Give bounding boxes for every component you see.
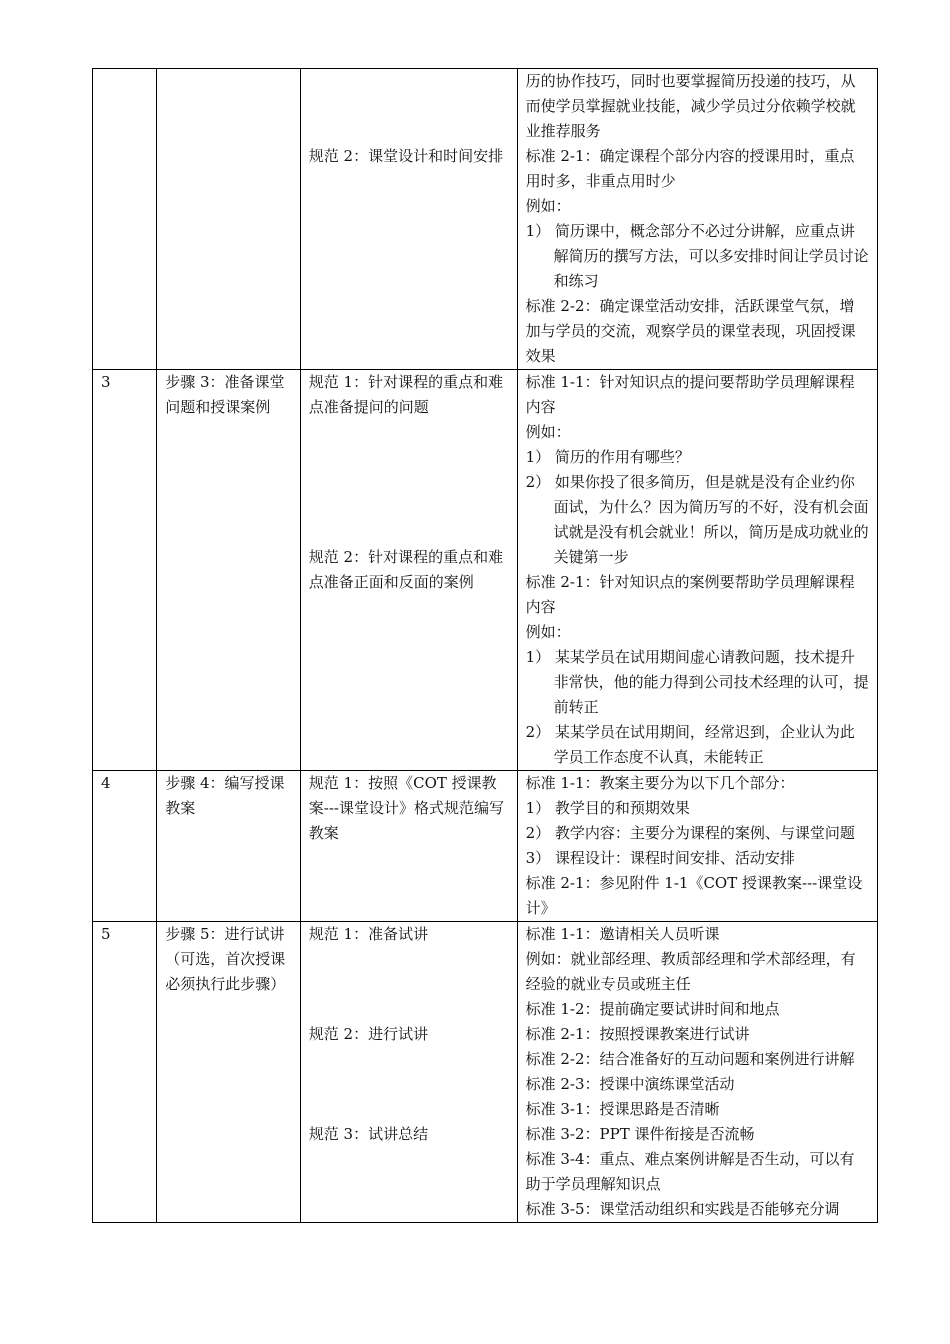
list-item: 2） 如果你投了很多简历，但是就是没有企业约你面试，为什么？因为简历写的不好，没有机会面试就是没有机会就业！所以，简历是成功就业的关键第一步 bbox=[525, 473, 869, 566]
standard-text: 标准 3-4：重点、难点案例讲解是否生动，可以有助于学员理解知识点 bbox=[525, 1150, 855, 1193]
standard-text: 标准 3-5：课堂活动组织和实践是否能够充分调 bbox=[525, 1200, 840, 1218]
standard-text: 历的协作技巧，同时也要掌握简历投递的技巧，从而使学员掌握就业技能，减少学员过分依赖学校就业推荐服务 bbox=[525, 72, 856, 140]
standard-text: 标准 2-1：确定课程个部分内容的授课用时，重点用时多，非重点用时少 bbox=[525, 147, 855, 190]
list-item: 3） 课程设计：课程时间安排、活动安排 bbox=[525, 849, 795, 867]
standard-text: 标准 2-1：参见附件 1-1《COT 授课教案---课堂设计》 bbox=[525, 874, 863, 917]
standard-text: 标准 2-3：授课中演练课堂活动 bbox=[525, 1075, 735, 1093]
step-number-cell: 4 bbox=[93, 771, 157, 922]
norm-text: 规范 1：针对课程的重点和难点准备提问的问题 bbox=[308, 373, 504, 416]
standard-text: 例如：就业部经理、教质部经理和学术部经理，有经验的就业专员或班主任 bbox=[525, 950, 856, 993]
norm-text: 规范 2：课堂设计和时间安排 bbox=[308, 147, 504, 165]
standard-text: 标准 3-1：授课思路是否清晰 bbox=[525, 1100, 720, 1118]
standard-text: 标准 2-2：结合准备好的互动问题和案例进行讲解 bbox=[525, 1050, 855, 1068]
norms-cell bbox=[300, 922, 517, 1223]
example-label: 例如： bbox=[525, 423, 571, 441]
norm-text: 规范 2：针对课程的重点和难点准备正面和反面的案例 bbox=[308, 548, 504, 591]
standard-text: 标准 2-1：按照授课教案进行试讲 bbox=[525, 1025, 750, 1043]
list-item: 1） 某某学员在试用期间虚心请教问题，技术提升非常快，他的能力得到公司技术经理的认可，提前转正 bbox=[525, 648, 869, 716]
standard-text: 标准 1-1：教案主要分为以下几个部分： bbox=[525, 774, 795, 792]
step-name-cell: 步骤 3：准备课堂问题和授课案例 bbox=[157, 370, 301, 771]
norm-text: 规范 2：进行试讲 bbox=[308, 1025, 429, 1043]
step-number-cell bbox=[93, 69, 157, 370]
example-label: 例如： bbox=[525, 197, 571, 215]
standards-cell bbox=[517, 69, 877, 370]
list-item: 2） 某某学员在试用期间，经常迟到，企业认为此学员工作态度不认真，未能转正 bbox=[525, 723, 855, 766]
table-row bbox=[93, 922, 878, 1223]
standard-text: 标准 1-1：针对知识点的提问要帮助学员理解课程内容 bbox=[525, 373, 855, 416]
table-row bbox=[93, 771, 878, 922]
step-number-cell: 5 bbox=[93, 922, 157, 1223]
list-item: 1） 简历课中，概念部分不必过分讲解，应重点讲解简历的撰写方法，可以多安排时间让学员讨论和练习 bbox=[525, 222, 869, 290]
standards-cell bbox=[517, 370, 877, 771]
standard-text: 标准 1-2：提前确定要试讲时间和地点 bbox=[525, 1000, 780, 1018]
standard-text: 标准 1-1：邀请相关人员听课 bbox=[525, 925, 720, 943]
norms-cell bbox=[300, 370, 517, 771]
standards-cell bbox=[517, 771, 877, 922]
norm-text: 规范 3：试讲总结 bbox=[308, 1125, 429, 1143]
table-row bbox=[93, 370, 878, 771]
norm-text: 规范 1：准备试讲 bbox=[308, 925, 429, 943]
standard-text: 标准 2-1：针对知识点的案例要帮助学员理解课程内容 bbox=[525, 573, 855, 616]
norm-text: 规范 1：按照《COT 授课教案---课堂设计》格式规范编写教案 bbox=[308, 774, 504, 842]
list-item: 1） 教学目的和预期效果 bbox=[525, 799, 690, 817]
step-number-cell: 3 bbox=[93, 370, 157, 771]
standard-text: 标准 2-2：确定课堂活动安排，活跃课堂气氛，增加与学员的交流，观察学员的课堂表现，巩固授课效果 bbox=[525, 297, 856, 365]
step-name-cell bbox=[157, 69, 301, 370]
list-item: 2） 教学内容：主要分为课程的案例、与课堂问题 bbox=[525, 824, 855, 842]
step-name-cell: 步骤 4：编写授课教案 bbox=[157, 771, 301, 922]
standards-cell bbox=[517, 922, 877, 1223]
list-item: 1） 简历的作用有哪些？ bbox=[525, 448, 690, 466]
norms-cell bbox=[300, 69, 517, 370]
standard-text: 标准 3-2：PPT 课件衔接是否流畅 bbox=[525, 1125, 755, 1143]
step-name-cell: 步骤 5：进行试讲（可选，首次授课必须执行此步骤） bbox=[157, 922, 301, 1223]
process-standards-table bbox=[92, 68, 878, 1223]
example-label: 例如： bbox=[525, 623, 571, 641]
table-row bbox=[93, 69, 878, 370]
norms-cell bbox=[300, 771, 517, 922]
